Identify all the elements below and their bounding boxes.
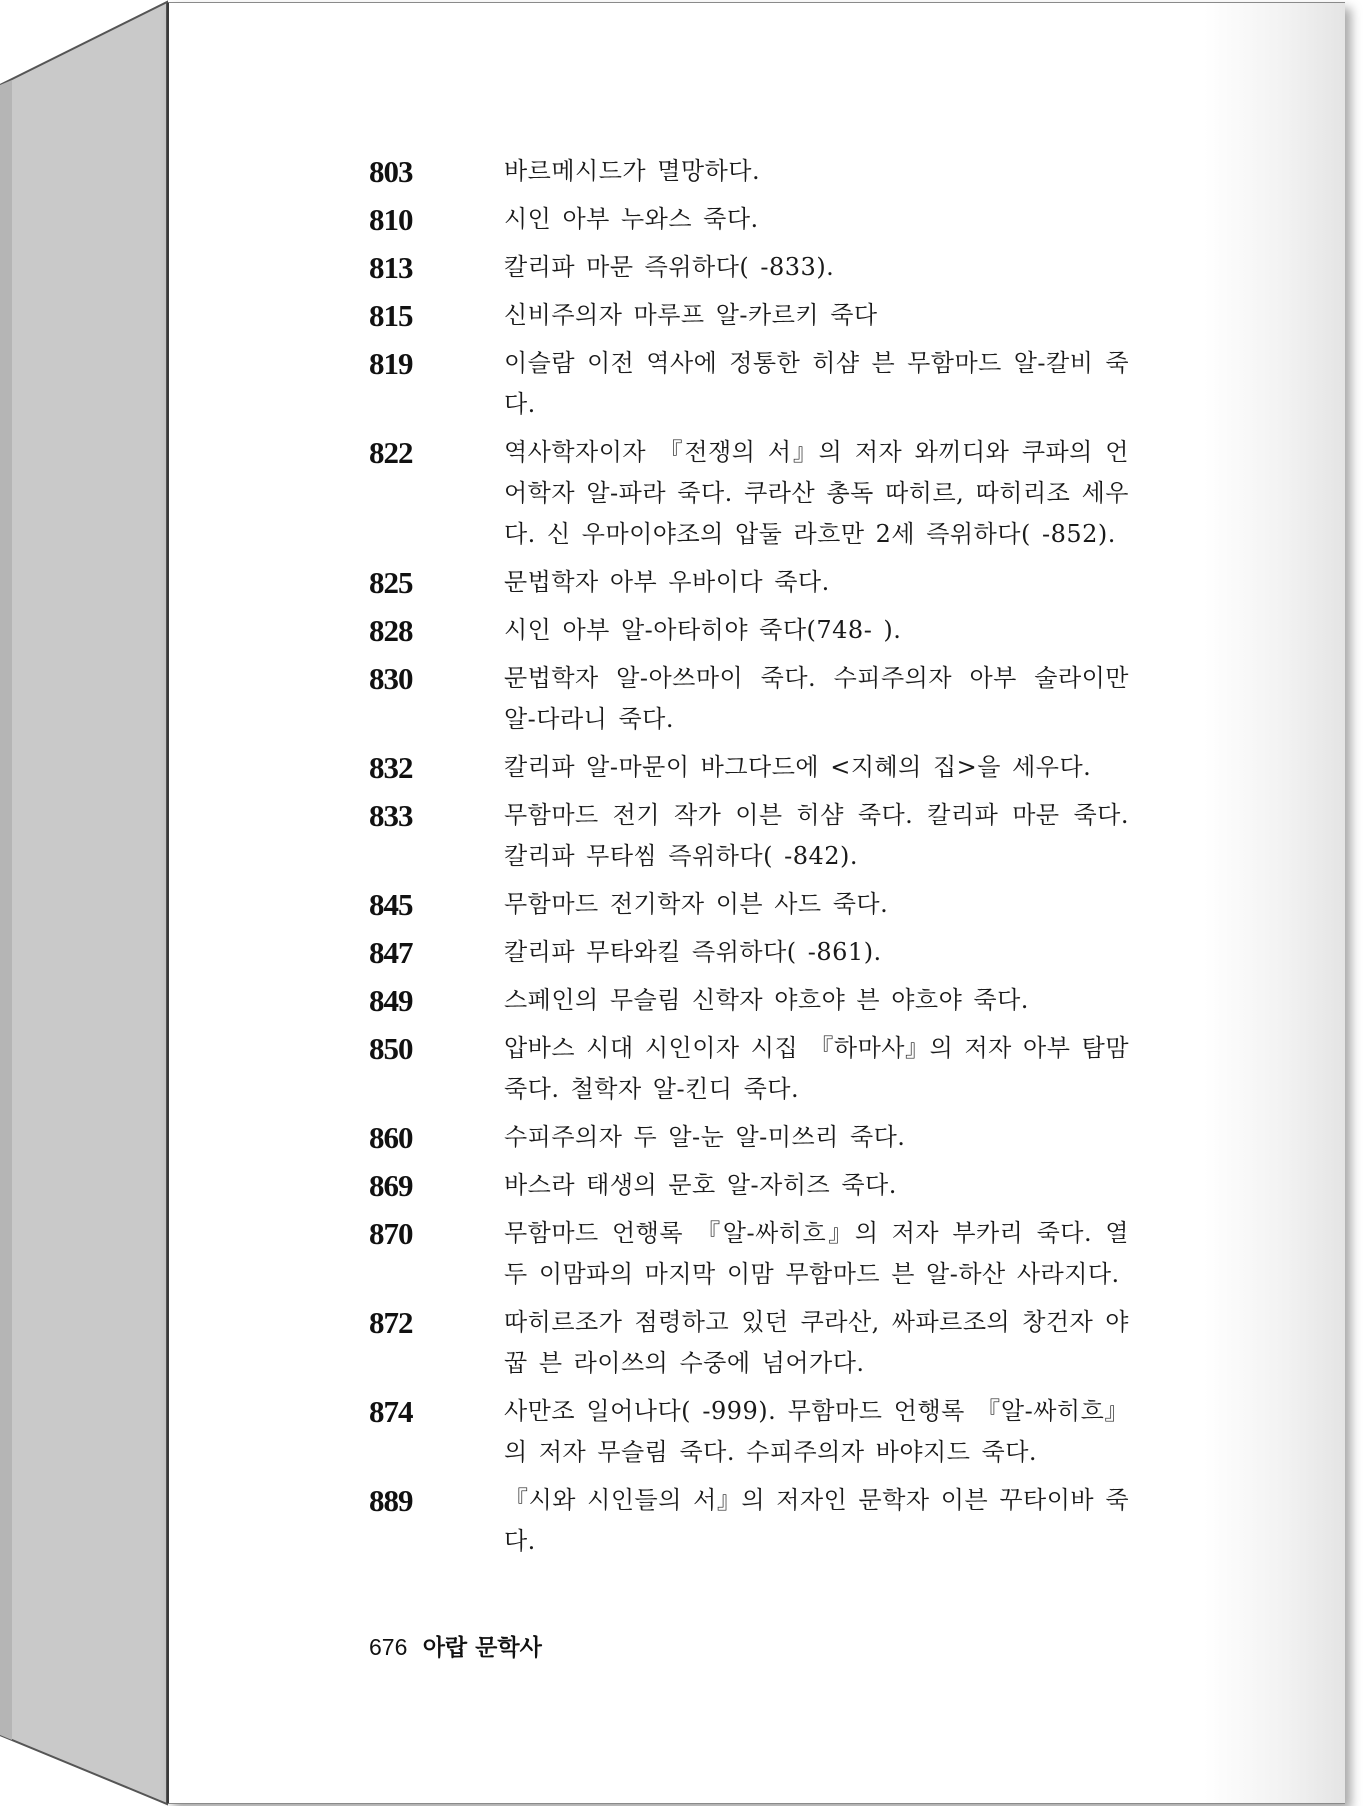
entry-year: 874 [369, 1394, 413, 1429]
entry-year: 870 [369, 1216, 413, 1251]
entry-text: 『시와 시인들의 서』의 저자인 문학자 이븐 꾸타이바 죽다. [504, 1486, 1129, 1555]
chronology-entry [369, 343, 1129, 425]
book-page [167, 2, 1345, 1804]
chronology-entry [369, 562, 1129, 603]
entry-text: 칼리파 무타와킬 즉위하다( -861). [504, 938, 882, 966]
entry-year: 833 [369, 798, 413, 833]
chronology-entry [369, 658, 1129, 740]
entry-year: 819 [369, 346, 413, 381]
page-footer [369, 1629, 542, 1662]
chronology-entry [369, 1165, 1129, 1206]
entry-text: 역사학자이자 『전쟁의 서』의 저자 와끼디와 쿠파의 언어학자 알-파라 죽다. 쿠라산 총독 따히르, 따히리조 세우다. 신 우마이야조의 압둘 라흐만 2세 즉위하다( -852). [504, 438, 1129, 548]
entry-text: 시인 아부 누와스 죽다. [504, 205, 759, 233]
entry-year: 815 [369, 298, 413, 333]
entry-text: 바스라 태생의 문호 알-자히즈 죽다. [504, 1171, 897, 1199]
entry-year: 803 [369, 154, 413, 189]
entry-year: 869 [369, 1168, 413, 1203]
chronology-entry [369, 795, 1129, 877]
entry-year: 845 [369, 887, 413, 922]
book-spine-edge [0, 0, 180, 1806]
entry-year: 813 [369, 250, 413, 285]
chronology-entry [369, 1028, 1129, 1110]
chronology-entry [369, 980, 1129, 1021]
entry-text: 압바스 시대 시인이자 시집 『하마사』의 저자 아부 탐맘 죽다. 철학자 알-킨디 죽다. [504, 1034, 1129, 1103]
chronology-entry [369, 1302, 1129, 1384]
entry-year: 830 [369, 661, 413, 696]
entry-text: 수피주의자 두 알-눈 알-미쓰리 죽다. [504, 1123, 906, 1151]
entry-text: 바르메시드가 멸망하다. [504, 157, 761, 185]
entry-text: 무함마드 언행록 『알-싸히흐』의 저자 부카리 죽다. 열두 이맘파의 마지막 이맘 무함마드 븐 알-하산 사라지다. [504, 1219, 1129, 1288]
entry-year: 850 [369, 1031, 413, 1066]
chronology-entry [369, 295, 1129, 336]
running-title: 아랍 문학사 [422, 1635, 542, 1661]
entry-year: 822 [369, 435, 413, 470]
chronology-entry [369, 247, 1129, 288]
chronology-list [369, 151, 1129, 1569]
chronology-entry [369, 610, 1129, 651]
entry-text: 무함마드 전기학자 이븐 사드 죽다. [504, 890, 889, 918]
entry-text: 이슬람 이전 역사에 정통한 히샴 븐 무함마드 알-칼비 죽다. [504, 349, 1129, 418]
chronology-entry [369, 747, 1129, 788]
chronology-entry [369, 1391, 1129, 1473]
entry-year: 889 [369, 1483, 413, 1518]
chronology-entry [369, 1480, 1129, 1562]
chronology-entry [369, 1213, 1129, 1295]
page-number: 676 [369, 1634, 408, 1660]
chronology-entry [369, 151, 1129, 192]
entry-text: 문법학자 아부 우바이다 죽다. [504, 568, 830, 596]
entry-year: 810 [369, 202, 413, 237]
entry-text: 칼리파 마문 즉위하다( -833). [504, 253, 835, 281]
entry-text: 스페인의 무슬림 신학자 야흐야 븐 야흐야 죽다. [504, 986, 1029, 1014]
entry-year: 832 [369, 750, 413, 785]
entry-text: 신비주의자 마루프 알-카르키 죽다 [504, 301, 878, 329]
chronology-entry [369, 432, 1129, 555]
entry-text: 시인 아부 알-아타히야 죽다(748- ). [504, 616, 902, 644]
entry-text: 무함마드 전기 작가 이븐 히샴 죽다. 칼리파 마문 죽다. 칼리파 무타씸 즉위하다( -842). [504, 801, 1129, 870]
entry-text: 따히르조가 점령하고 있던 쿠라산, 싸파르조의 창건자 야꿉 븐 라이쓰의 수중에 넘어가다. [504, 1308, 1129, 1377]
entry-year: 847 [369, 935, 413, 970]
entry-year: 825 [369, 565, 413, 600]
entry-text: 사만조 일어나다( -999). 무함마드 언행록 『알-싸히흐』의 저자 무슬림 죽다. 수피주의자 바야지드 죽다. [504, 1397, 1129, 1466]
entry-year: 849 [369, 983, 413, 1018]
entry-year: 860 [369, 1120, 413, 1155]
entry-year: 872 [369, 1305, 413, 1340]
entry-text: 칼리파 알-마문이 바그다드에 <지혜의 집>을 세우다. [504, 753, 1092, 781]
chronology-entry [369, 932, 1129, 973]
chronology-entry [369, 199, 1129, 240]
entry-year: 828 [369, 613, 413, 648]
chronology-entry [369, 1117, 1129, 1158]
entry-text: 문법학자 알-아쓰마이 죽다. 수피주의자 아부 술라이만 알-다라니 죽다. [504, 664, 1129, 733]
chronology-entry [369, 884, 1129, 925]
